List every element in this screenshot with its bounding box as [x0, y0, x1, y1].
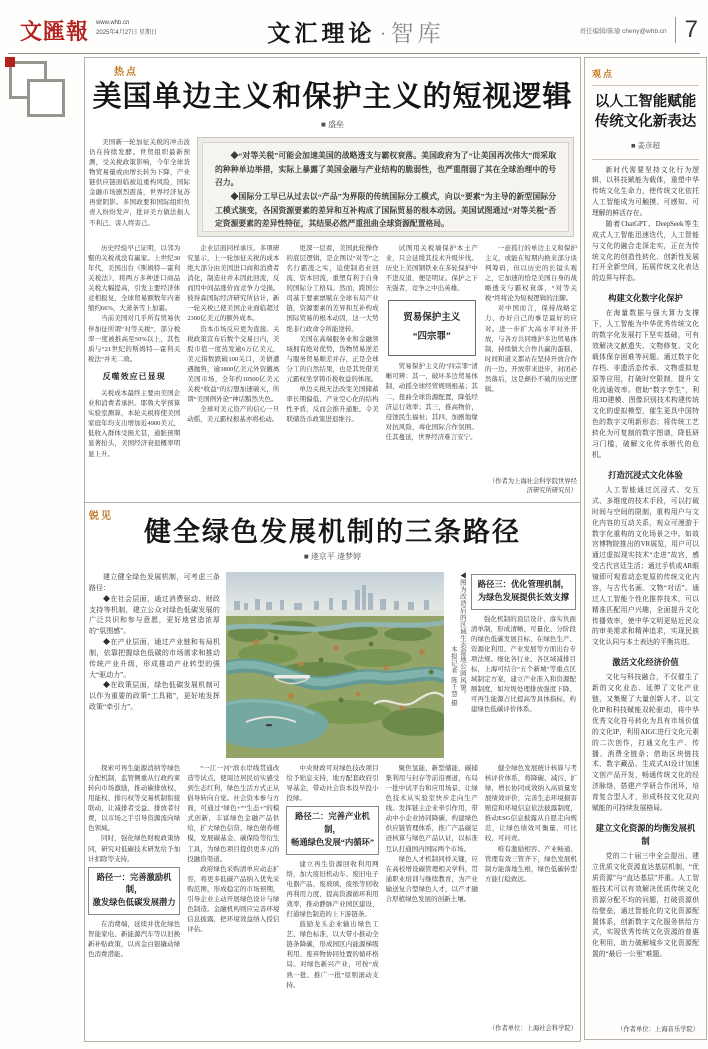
paragraph: 美国在高端服务业和金融领域拥有绝对优势，货物贸易逆差与服务贸易顺差并存，正是全球分工的自然结果，也是其凭借美元霸权坐享铸币税收益的体现。	[286, 335, 379, 383]
edition-info	[579, 17, 698, 43]
article1-column-2	[187, 244, 279, 496]
masthead	[20, 15, 157, 46]
paragraph: “一江一河”滨水岸线贯通改造等试点，使周边居民切实感受到生态红利，绿色生活方式正从倡导转向自觉。社会资本参与方面，可通过“绿色+”“生态+”的模式创新，丰富绿色金融产品供给，扩大绿色信贷、绿色债券规模，发展碳基金、碳保险等衍生工具，为绿色项目提供更多元的投融资渠道。	[187, 765, 280, 863]
wetland-park-photo	[226, 572, 444, 758]
section-label-hot: 热点	[114, 67, 138, 78]
corner-ornament-square	[27, 79, 65, 117]
paragraph: 单边关税无法改变美国储蓄率长期偏低、产业空心化的结构性矛盾，反而会推升通胀，令美联储货币政策进退维谷。	[286, 385, 379, 424]
page-section-title	[267, 15, 444, 48]
article2-column-3	[286, 764, 378, 1034]
article2-bottom-columns	[88, 764, 577, 1034]
paper-logo: 文匯報	[20, 19, 90, 44]
paragraph: 文化与科技融合，不仅催生了新的文化业态、延伸了文化产业链，又集聚了大量创新人才。以文化IP和科技赋能双轮驱动，将中华优秀文化符号转化为具有市场价值的文化IP，利用AIGC进行文化元素的二次创作，打通文化生产、传播、消费全链条；借助区块链技术、数字藏品、生成式AI设计加速文创产品开发，畅通传统文化的经济脉络，搭建产学研合作闭环，培育复合型人才，形成科技文化双向赋能的可持续发展格局。	[592, 674, 699, 812]
paragraph: 全球对美元资产的信心一旦动摇，美元霸权根基亦将松动。	[187, 406, 280, 424]
sidebar-body	[592, 166, 699, 1022]
article1-byline: ■ 盛垒	[320, 120, 345, 129]
article2-right-column	[471, 572, 576, 758]
paragraph: 探索可再生能源消纳等绿色分配机制，监管侧重从行政约束转向市场激励，推动碳排放权、用能权、排污权等交易机制衔接联动，让减排者受益、排放者付费，以市场之手引导资源流向绿色领域。	[88, 765, 181, 833]
article2-column-2	[187, 764, 279, 1034]
paragraph: 当前美国对几乎所有贸易伙伴加征所谓“对等关税”，部分税率一度被推高至50%以上，其性质与“21世纪的斯姆特—霍利关税法”并无二致。	[88, 315, 181, 363]
page-number: 7	[675, 17, 698, 43]
paragraph: 中央财政可对绿色技改项目给予贴息支持，地方配套政府引导基金，带动社会资本投早投小投绿。	[286, 765, 379, 803]
paragraph: 政府绿色采购清单应动态扩容，将更多低碳产品纳入优先采购范围，形成稳定的市场预期，引导企业主动开展绿色设计与绿色制造。金融机构则应完善环境信息披露，把环境效益纳入授信评估。	[187, 865, 280, 933]
sidebar-rule	[592, 159, 699, 160]
sidebar-subhead-4: 建立文化资源的均衡发展机制	[595, 822, 696, 847]
pullquote-line1: 贸易保护主义	[403, 313, 461, 324]
paragraph: 聚焦氢能、新型储能、碳捕集利用与封存等前沿赛道，布局一批中试平台和应用场景，让绿色技术从实验室快步走向生产线。发挥链主企业牵引作用，带动中小企业协同降碳，构建绿色供应链管理体系，推广产品碳足迹核算与绿色产品认证，以标准互认打通国内国际两个市场。	[385, 765, 478, 853]
paragraph: 资本市场反应更为直接。关税政策宣布后数个交易日内，美股市值一度蒸发逾6万亿美元，美元指数跌破100关口，美债遭遇抛售，逾3800亿美元外资撤离美国市场，全年约10500亿美元关税“收益”的幻想加速破灭，所谓“美国例外论”神话黯然失色。	[187, 325, 280, 403]
main-articles-frame	[84, 57, 581, 1042]
article2-attribution: （作者单位：上海社会科学院）	[488, 1025, 578, 1033]
sidebar-subhead-2: 打造沉浸式文化体验	[608, 469, 683, 480]
wetland-park-photo-art	[226, 572, 444, 758]
paragraph: 同时，强化绿色财税政策协同，研究对低碳技术研发给予加计扣除等支持。	[88, 835, 181, 863]
opinion-sidebar	[584, 57, 707, 1040]
article-divider	[85, 502, 580, 503]
page-header	[14, 11, 698, 51]
paragraph: 建立再生资源回收利用网络，加大废旧机动车、废旧电子电器产品、废玻璃、废纸等回收再利用力度，提高资源循环利用效率，推动静脉产业园区建设，打通绿色制造的上下游链条。	[286, 860, 379, 919]
article1-summary-text	[202, 142, 569, 232]
article1-column-4	[386, 244, 478, 496]
paragraph: ◆在政策层面，绿色低碳发展机制可以作为重要的政策“工具箱”，更好地发挥政策“牵引力”。	[89, 681, 220, 712]
paragraph: 试图用关税墙保护本土产业，只会延缓其技术升级步伐。历史上美国钢铁业在多轮保护中不进反退，便是明证。保护之下无强者，竞争之中出英雄。	[385, 245, 478, 293]
path2-subhead-box: 路径二：完善产业机制， 畅通绿色发展“内循环”	[286, 806, 378, 855]
article1-lead-column	[89, 138, 190, 236]
paragraph: 新时代需要坚持文化行为逻辑，以科技赋能为载体，重塑中华传统文化生命力，使传统文化依托人工智能成为可触摸、可感知、可理解的鲜活存在。	[592, 166, 699, 218]
paragraph: 随着ChatGPT、DeepSeek等生成式人工智能迅速迭代，人工智能与文化的融合走深走实，正在为传统文化的创造性转化、创新性发展打开全新空间，拓展传统文化表达的边界与样态。	[592, 220, 699, 283]
paper-date: 2025年4月27日 星期日	[96, 29, 158, 36]
article2-top-zone	[89, 572, 576, 758]
pullquote-line2: “四宗罪”	[412, 332, 451, 343]
article1-inline-subhead: 反噬效应已显现	[102, 371, 166, 381]
section-title-sub: 智库	[390, 20, 445, 46]
paragraph: 更深一层看，美国此轮操作的底层逻辑，是企图以“对等”之名行霸凌之实，迫使制造业回流、资本回流，重塑有利于自身的国际分工格局。然而，跨国公司基于要素禀赋在全球布局产业链，资源要素的差异和互补构成国际贸易的根本动因，这一大势绝非行政命令所能逆转。	[286, 245, 379, 333]
paragraph: 企业层面同样承压。多项研究显示，上一轮加征关税的成本绝大部分由美国进口商和消费者消化，制造业并未因此回流，反而因中间品涨价而竞争力受损。彼得森国际经济研究所估计，新一轮关税已使美国企业面临超过2300亿美元的额外成本。	[187, 245, 280, 323]
paragraph: 强化机制的顶层设计，落实负面清单制，形成清晰、可量化、分阶段的绿色低碳发展目标，在绿色生产、资源化利用、产业发展等方面出台专项法规。细化各行业、各区域减排目标，上海可结合“五个新城”等重点区域制定方案，建立产业准入和资源配额制度，如垃圾处理排放强度下降、可再生能源占比提高等具体指标，构建绿色低碳评价体系。	[470, 615, 576, 714]
paragraph: 对中国而言，保持战略定力、办好自己的事是最好的应对。进一步扩大高水平对外开放，与各方共同维护多边贸易体制，持续做大合作共赢的蛋糕，时间和道义都站在坚持开放合作的一边。开放带来进步，封闭必然落后，这是颠扑不破的历史逻辑。	[484, 305, 578, 393]
pullquote-box	[388, 300, 476, 356]
paragraph: 在消费端，延续并优化绿色智能家电、新能源汽车等以旧换新补贴政策，以真金白银撬动绿色消费潜能。	[88, 921, 181, 959]
article2-column-5	[485, 764, 577, 1034]
section-title-main: 文汇理论	[267, 20, 376, 46]
path1-subhead-box: 路径一：完善激励机制， 激发绿色低碳发展潜力	[88, 867, 180, 916]
article2-byline: ■ 逄京平 逄梦婷	[303, 552, 362, 561]
article1-column-5	[485, 244, 577, 496]
sidebar-byline: ■ 姜彦超	[630, 140, 661, 150]
article1-headline: 美国单边主义和保护主义的短视逻辑	[92, 81, 573, 113]
masthead-meta	[96, 19, 157, 38]
section-label-row	[592, 64, 699, 86]
photo-credit: 本报记者 陈千慧 摄	[449, 646, 457, 707]
paragraph: 党的二十届三中全会提出，建立优质文化资源直达基层机制，“优质资源”与“直达基层”并重。人工智能技术可以有效解决优质传统文化资源分配不均的问题，打破资源供给壁垒，通过智能化的文化资源配置体系，创新数字文化服务供给方式，实现优秀传统文化资源的普惠化利用，助力破解城乡文化资源配置的“最后一公里”难题。	[592, 853, 699, 959]
header-rule	[8, 53, 700, 54]
paragraph: ◆在产业层面，通过产业链和布局机制，依靠把握绿色低碳的市场需求和推动传统产业升级，形成推动产业转型的强大“驱动力”。	[89, 638, 220, 679]
section-label-opinion: 观点	[592, 69, 615, 79]
article2-intro-column	[89, 572, 220, 758]
paragraph: 美国新一轮加征关税的冲击波仍在持续发酵。世贸组织最新预测，受关税政策影响，今年全球货物贸易量或由增长转为下降，产业链供应链面临被迫重构风险，国际金融市场剧烈震荡，世界经济复苏再蒙阴影。多国政要和国际组织负责人纷纷发声，批评美方做法损人不利己、害人终害己。	[89, 139, 190, 227]
paragraph: 历史经验早已证明，以邻为壑的关税战没有赢家。上世纪30年代，美国出台《斯姆特—霍利关税法》，将两万多种进口商品关税大幅提高，引发主要经济体竞相报复，全球贸易额数年内萎缩约66%，大萧条雪上加霜。	[88, 245, 181, 313]
photo-caption-text: ◀图为改造后的区域生态湿地公园风貌。	[458, 572, 466, 698]
photo-caption	[447, 572, 467, 758]
paragraph: 人工智能通过沉浸式、交互式、多维度的技术手段，可以打破时间与空间的限制，重构用户与文化内容的互动关系，观众可漫游于数字化重构的文化场景之中。如故宫博物院推出的VR展览，用户可以通过虚拟现实技术“走进”故宫，感受古代宫廷生活；通过手机或AR眼镜即可观看动态复原的传统文化内容，与古代名画、文物“对话”。通过人工智能个性化推荐技术，可以精准匹配用户兴趣，全面提升文化传播效率，使中华文明更贴近民众的审美需求和精神追求，实现民族文化认同与本土表达的平衡共进。	[592, 487, 699, 647]
paragraph: 鼓励龙头企业输出绿色工艺、绿色标准，以大带小推动全链条降碳，形成园区内能源梯级利用、废弃物协同处置的循环格局。对绿色新兴产业，可按“成熟一批、推广一批”原则滚动支持。	[286, 921, 379, 989]
article1-column-3	[286, 244, 378, 496]
article1-column-1	[88, 244, 180, 496]
paragraph: 关税成本最终主要由美国企业和消费者承担。耶鲁大学预算实验室测算，本轮关税将使美国家庭年均支出增加近4900美元，低收入群体受损尤甚，通胀预期显著抬头，美国经济衰退概率明显上升。	[88, 390, 181, 458]
edition-editor: 责任编辑/陈瑜 cheny@whb.cn	[579, 27, 667, 35]
paragraph: 建立健全绿色发展机制，可考虑三条路径：	[89, 573, 220, 592]
section-title-dot: ·	[380, 25, 386, 42]
article2-column-4	[386, 764, 478, 1034]
sidebar-headline: 以人工智能赋能传统文化新表达	[594, 94, 697, 131]
paragraph: 贸易保护主义的“四宗罪”清晰可辨：其一，破坏多边贸易体制，动摇全球经贸规则根基；其二，扭曲全球资源配置，降低经济运行效率；其三，推高物价，侵蚀民生福祉；其四，加剧地缘对抗风险，毒化国际合作氛围。任其蔓延，世界经济难言安宁。	[385, 363, 478, 441]
article2-headline: 健全绿色发展机制的三条路径	[144, 517, 521, 547]
paragraph: ◆在社会层面，通过消费驱动、财政支持等机制，建立公众对绿色低碳发展的广泛共识和参与意愿，更好地营造浓厚的“氛围感”。	[89, 594, 220, 636]
paragraph: 唯有激励相容、产业畅通、管理有效三管齐下，绿色发展机制方能落地生根，绿色低碳转型方能行稳致远。	[484, 845, 578, 883]
paragraph: ◆“对等关税”可能会加速美国的战略透支与霸权衰落。美国政府为了“让美国再次伟大”而采取的种种单边举措，实际上暴露了美国金融与产业结构的脆弱性，也严重削弱了其在全球治理中的号召力。	[215, 151, 556, 188]
paragraph: 健全绿色发展统计核算与考核评价体系，将降碳、减污、扩绿、增长协同成效纳入高质量发展绩效评价，完善生态环境损害赔偿和环境信息依法披露制度，推动ESG信息披露从自愿走向规范，让绿色绩效可衡量、可比较、可问责。	[484, 765, 578, 843]
sidebar-subhead-1: 构建文化数字化保护	[608, 293, 683, 304]
paragraph: 绿色人才机制同样关键，应在高校增设碳管理相关学科，贯通职业培训与继续教育，为产业输送复合型绿色人才，以产才融合厚植绿色发展的创新土壤。	[385, 855, 478, 903]
paper-website: www.whb.cn	[96, 20, 130, 26]
article2-column-1	[88, 764, 180, 1034]
article1-columns	[88, 244, 577, 496]
sidebar-attribution: （作者单位：上海音乐学院）	[617, 1026, 699, 1033]
corner-ornament-red-square	[5, 57, 15, 67]
paragraph: 在海量数据与强大算力支撑下，人工智能为中华优秀传统文化的数字化发展打下坚实基础，可有效解决文献遗失、文物修复、文化载体保存困难等问题。通过数字化存档、非遗活态传承、文物虚拟复原等应用，打破时空限制，提升文化流通效率。借助“数字孪生”，利用3D建模、图像识别技术构建传统文化的虚拟模型，催生更具中国特色的数字文明新形态；将传统工艺转化为可复制的数字图谱，降低研习门槛，破解文化传承断代的危机。	[592, 310, 699, 459]
section-label-insight: 锐见	[89, 511, 113, 522]
paragraph: 一意孤行的单边主义和保护主义，或能在短期内换来部分谈判筹码，但以历史的长镜头观之，它加速的恰是美国自身的战略透支与霸权衰落，“对等关税”终将沦为短视逻辑的注脚。	[484, 245, 578, 303]
article1-attribution: （作者为上海社会科学院世界经济研究所研究员）	[488, 477, 578, 495]
paragraph: ◆国际分工早已从过去以“产品”为界限的传统国际分工模式，向以“要素”为主导的新型国际分工模式演变，各国资源要素的差异和互补构成了国际贸易的根本动因。美国试图通过“对等关税”否定资源要素的差异性特征，其结果必然严重扭曲全球资源配置格局。	[215, 191, 556, 229]
sidebar-subhead-3: 激活文化经济价值	[612, 657, 679, 668]
path3-subhead-box: 路径三：优化管理机制， 为绿色发展提供长效支撑	[471, 574, 576, 610]
article1-summary-box	[197, 137, 574, 237]
